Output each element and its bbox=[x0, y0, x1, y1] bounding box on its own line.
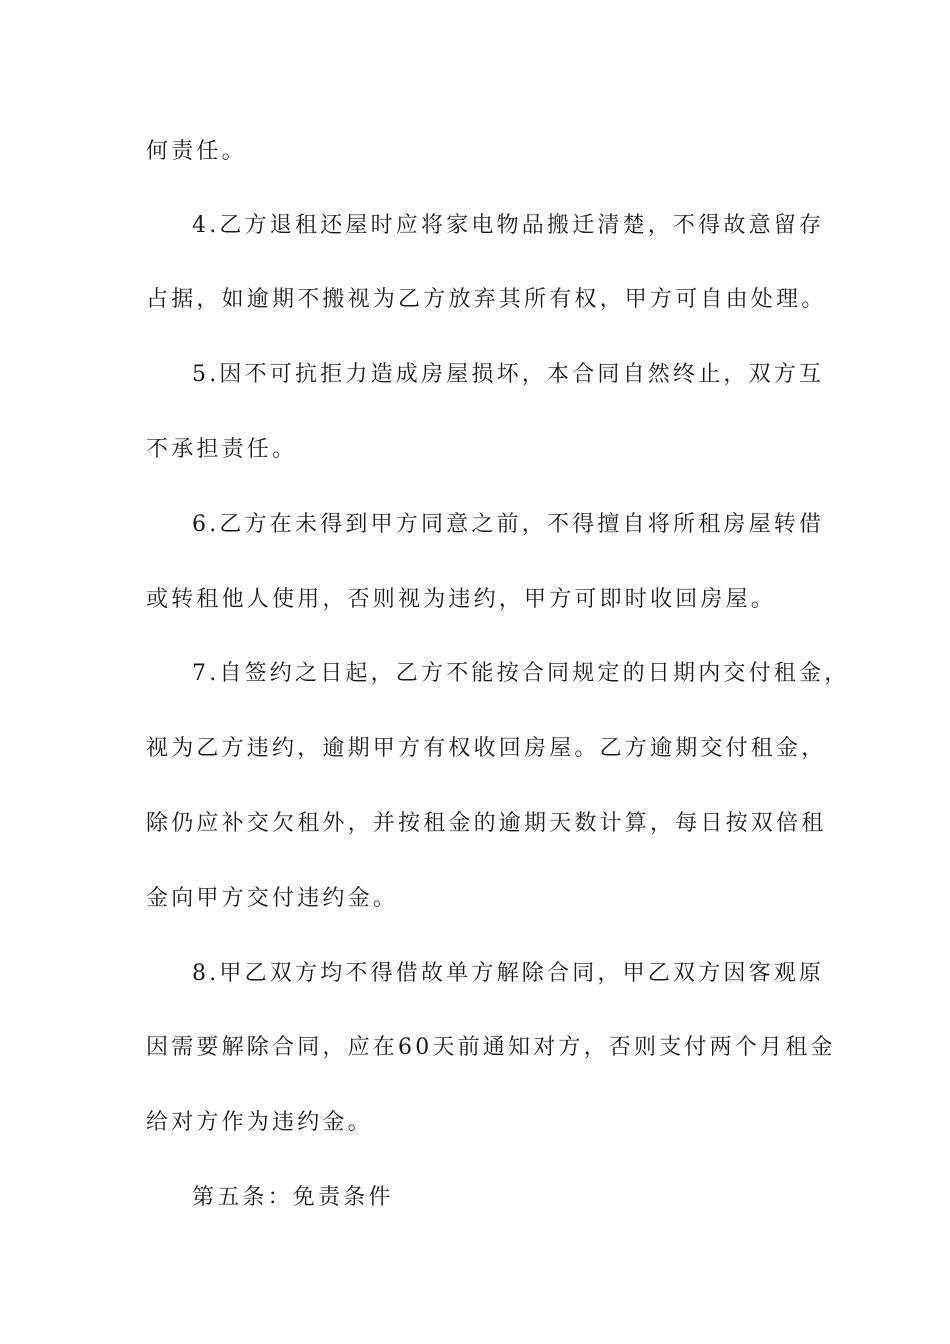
paragraph-line: 或转租他人使用，否则视为违约，甲方可即时收回房屋。 bbox=[146, 587, 777, 612]
paragraph-line: 4.乙方退租还屋时应将家电物品搬迁清楚，不得故意留存 bbox=[192, 213, 825, 238]
paragraph-line: 8.甲乙双方均不得借故单方解除合同，甲乙双方因客观原 bbox=[192, 961, 825, 986]
paragraph-line: 给对方作为违约金。 bbox=[146, 1110, 373, 1135]
paragraph-line: 金向甲方交付违约金。 bbox=[146, 886, 399, 911]
paragraph-line: 5.因不可抗拒力造成房屋损坏，本合同自然终止，双方互 bbox=[192, 362, 825, 387]
paragraph-line: 占据，如逾期不搬视为乙方放弃其所有权，甲方可自由处理。 bbox=[146, 287, 827, 312]
section-heading: 第五条：免责条件 bbox=[192, 1185, 394, 1210]
paragraph-line: 7.自签约之日起，乙方不能按合同规定的日期内交付租金， bbox=[192, 661, 850, 686]
paragraph-line: 视为乙方违约，逾期甲方有权收回房屋。乙方逾期交付租金， bbox=[146, 736, 827, 761]
paragraph-line: 因需要解除合同，应在60天前通知对方，否则支付两个月租金 bbox=[146, 1035, 836, 1060]
paragraph-line: 何责任。 bbox=[146, 139, 247, 164]
paragraph-line: 不承担责任。 bbox=[146, 437, 298, 462]
paragraph-line: 6.乙方在未得到甲方同意之前，不得擅自将所租房屋转借 bbox=[192, 512, 825, 537]
paragraph-line: 除仍应补交欠租外，并按租金的逾期天数计算，每日按双倍租 bbox=[146, 811, 827, 836]
